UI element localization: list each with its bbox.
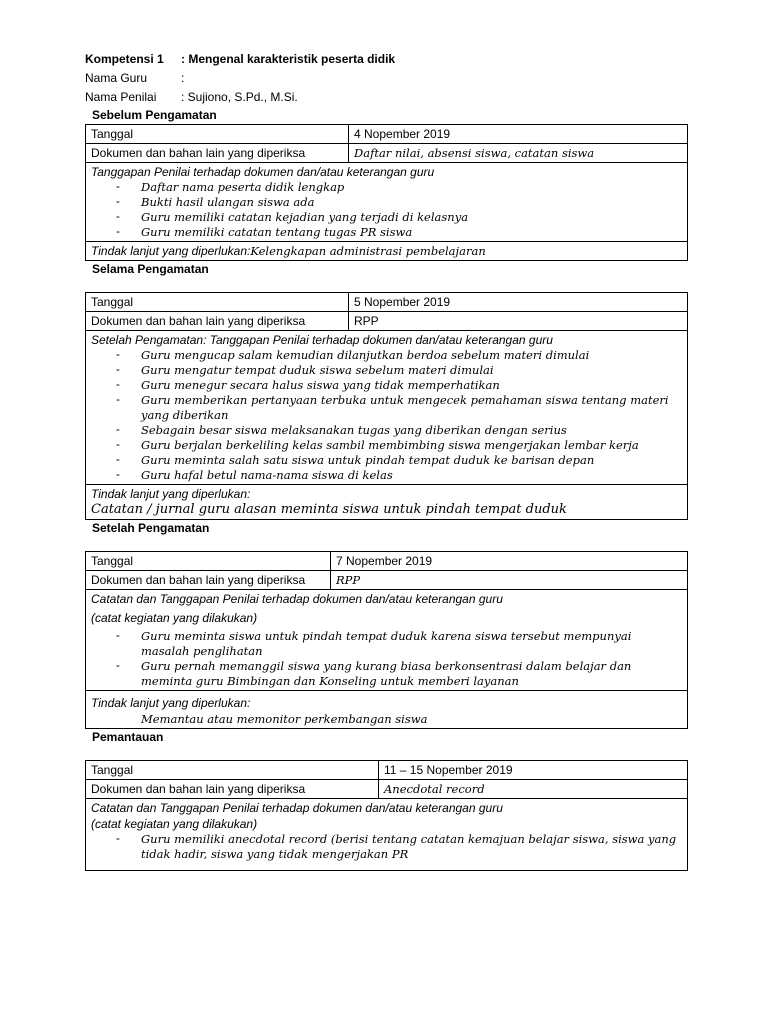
- kompetensi-value: : Mengenal karakteristik peserta didik: [181, 52, 396, 66]
- dokumen-label: Dokumen dan bahan lain yang diperiksa: [86, 144, 349, 163]
- table-row: [86, 552, 688, 571]
- nama-guru-label: Nama Guru: [85, 71, 148, 85]
- nama-penilai-label: Nama Penilai: [85, 90, 157, 104]
- tindak-cell: [86, 691, 688, 729]
- nama-penilai-row: [85, 88, 688, 107]
- list-item: - Guru hafal betul nama-nama siswa di kelas: [116, 468, 682, 483]
- catatan-list: [91, 832, 682, 862]
- dokumen-label: Dokumen dan bahan lain yang diperiksa: [86, 780, 379, 799]
- kompetensi-label: Kompetensi 1: [85, 52, 164, 66]
- table-row: [86, 293, 688, 312]
- tanggapan-label: Tanggapan Penilai terhadap dokumen dan/atau keterangan guru: [91, 165, 435, 179]
- tanggapan-cell: [86, 331, 688, 485]
- pemantauan-table: [85, 760, 688, 871]
- tanggal-value: 11 – 15 Nopember 2019: [379, 761, 688, 780]
- pemantauan-title: Pemantauan: [92, 730, 164, 744]
- table-row: [86, 571, 688, 590]
- tanggal-label: Tanggal: [86, 125, 349, 144]
- table-row: [86, 242, 688, 261]
- dokumen-value: RPP: [349, 312, 688, 331]
- list-item: - Guru berjalan berkeliling kelas sambil membimbing siswa mengerjakan lembar kerja: [116, 438, 682, 453]
- table-row: [86, 331, 688, 485]
- tindak-value: Memantau atau memonitor perkembangan siswa: [141, 712, 428, 726]
- dokumen-value: Daftar nilai, absensi siswa, catatan siswa: [349, 144, 688, 163]
- setelah-table: [85, 551, 688, 729]
- table-row: [86, 799, 688, 871]
- table-row: [86, 691, 688, 729]
- table-row: [86, 485, 688, 520]
- tanggapan-list: [91, 348, 682, 483]
- catatan-label: Catatan dan Tanggapan Penilai terhadap dokumen dan/atau keterangan guru: [91, 801, 503, 815]
- list-item: - Guru memiliki catatan tentang tugas PR siswa: [116, 225, 682, 240]
- nama-guru-row: [85, 69, 688, 88]
- tanggal-value: 4 Nopember 2019: [349, 125, 688, 144]
- kompetensi-row: [85, 50, 688, 69]
- tanggal-label: Tanggal: [86, 761, 379, 780]
- catatan-cell: [86, 799, 688, 871]
- tanggal-value: 7 Nopember 2019: [331, 552, 688, 571]
- list-item: - Guru pernah memanggil siswa yang kurang biasa berkonsentrasi dalam belajar dan meminta guru Bimbingan dan Konseling untuk memberi layanan: [116, 659, 682, 689]
- tanggal-label: Tanggal: [86, 552, 331, 571]
- tindak-label: Tindak lanjut yang diperlukan:: [91, 487, 251, 501]
- selama-table: [85, 292, 688, 520]
- list-item: - Guru meminta salah satu siswa untuk pindah tempat duduk ke barisan depan: [116, 453, 682, 468]
- table-row: [86, 163, 688, 242]
- tanggapan-cell: [86, 163, 688, 242]
- tanggal-value: 5 Nopember 2019: [349, 293, 688, 312]
- tindak-cell: [86, 242, 688, 261]
- dokumen-value: Anecdotal record: [379, 780, 688, 799]
- tindak-label: Tindak lanjut yang diperlukan:: [91, 696, 251, 710]
- list-item: - Guru mengucap salam kemudian dilanjutkan berdoa sebelum materi dimulai: [116, 348, 682, 363]
- tindak-cell: [86, 485, 688, 520]
- document-page: [85, 50, 688, 871]
- dokumen-value: RPP: [331, 571, 688, 590]
- tanggapan-label: Setelah Pengamatan: Tanggapan Penilai terhadap dokumen dan/atau keterangan guru: [91, 333, 553, 347]
- list-item: - Guru memiliki anecdotal record (berisi tentang catatan kemajuan belajar siswa, siswa yang tidak hadir, siswa yang tidak mengerjakan PR: [116, 832, 682, 862]
- tindak-value: Catatan / jurnal guru alasan meminta siswa untuk pindah tempat duduk: [91, 502, 567, 517]
- nama-penilai-value: : Sujiono, S.Pd., M.Si.: [181, 90, 298, 104]
- list-item: - Guru menegur secara halus siswa yang tidak memperhatikan: [116, 378, 682, 393]
- table-row: [86, 780, 688, 799]
- dokumen-label: Dokumen dan bahan lain yang diperiksa: [86, 571, 331, 590]
- table-row: [86, 761, 688, 780]
- sebelum-table: [85, 124, 688, 261]
- sebelum-title: Sebelum Pengamatan: [92, 108, 217, 122]
- list-item: - Daftar nama peserta didik lengkap: [116, 180, 682, 195]
- list-item: - Bukti hasil ulangan siswa ada: [116, 195, 682, 210]
- nama-guru-value: :: [181, 71, 185, 85]
- list-item: - Guru memiliki catatan kejadian yang terjadi di kelasnya: [116, 210, 682, 225]
- tindak-label: Tindak lanjut yang diperlukan:: [91, 244, 251, 258]
- table-row: [86, 144, 688, 163]
- list-item: - Sebagain besar siswa melaksanakan tugas yang diberikan dengan serius: [116, 423, 682, 438]
- list-item: - Guru meminta siswa untuk pindah tempat duduk karena siswa tersebut mempunyai masalah penglihatan: [116, 629, 682, 659]
- catat-label: (catat kegiatan yang dilakukan): [91, 611, 258, 625]
- catatan-list: [91, 629, 682, 689]
- tanggal-label: Tanggal: [86, 293, 349, 312]
- catatan-label: Catatan dan Tanggapan Penilai terhadap dokumen dan/atau keterangan guru: [91, 592, 503, 606]
- table-row: [86, 590, 688, 691]
- dokumen-label: Dokumen dan bahan lain yang diperiksa: [86, 312, 349, 331]
- tindak-value: Kelengkapan administrasi pembelajaran: [250, 244, 486, 258]
- catatan-cell: [86, 590, 688, 691]
- list-item: - Guru mengatur tempat duduk siswa sebelum materi dimulai: [116, 363, 682, 378]
- catat-label: (catat kegiatan yang dilakukan): [91, 817, 258, 831]
- list-item: - Guru memberikan pertanyaan terbuka untuk mengecek pemahaman siswa tentang materi yang diberikan: [116, 393, 682, 423]
- tanggapan-list: [91, 180, 682, 240]
- table-row: [86, 312, 688, 331]
- setelah-title: Setelah Pengamatan: [92, 521, 210, 535]
- table-row: [86, 125, 688, 144]
- selama-title: Selama Pengamatan: [92, 262, 209, 276]
